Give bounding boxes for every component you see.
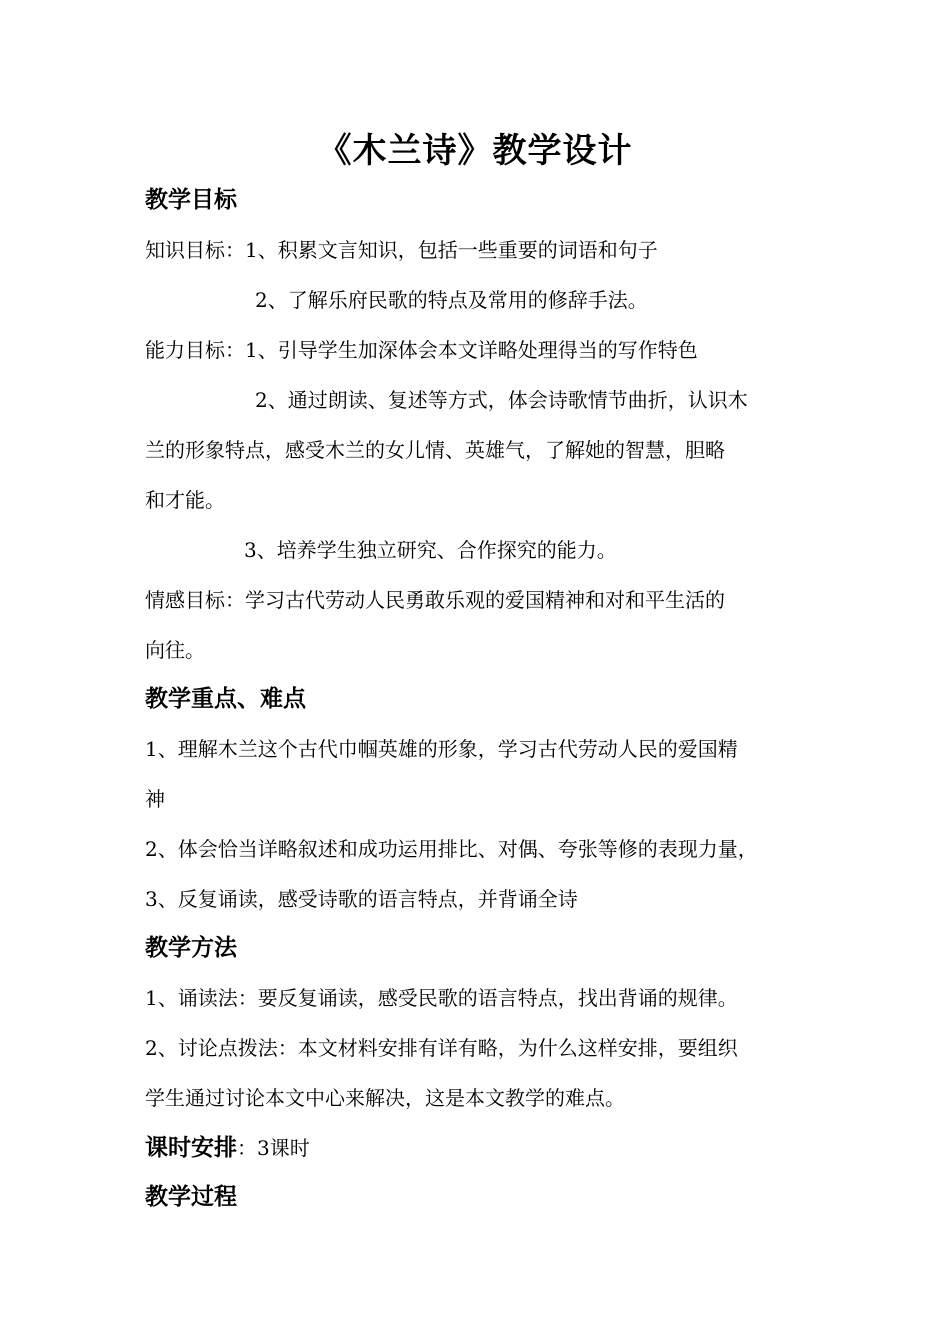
emotion-goal-line1: 情感目标：学习古代劳动人民勇敢乐观的爱国精神和对和平生活的 (145, 588, 725, 612)
heading-teaching-goals: 教学目标 (145, 187, 237, 213)
heading-teaching-methods: 教学方法 (145, 935, 237, 961)
method-2-line1: 2、讨论点拨法：本文材料安排有详有略，为什么这样安排，要组织 (145, 1036, 738, 1060)
heading-key-points: 教学重点、难点 (145, 686, 306, 712)
key-point-1-line1: 1、理解木兰这个古代巾帼英雄的形象，学习古代劳动人民的爱国精 (145, 737, 738, 761)
ability-goal-2-line2: 兰的形象特点，感受木兰的女儿情、英雄气，了解她的智慧，胆略 (145, 438, 725, 462)
ability-goal-3: 3、培养学生独立研究、合作探究的能力。 (244, 538, 617, 562)
key-point-3: 3、反复诵读，感受诗歌的语言特点，并背诵全诗 (145, 887, 578, 911)
method-2-line2: 学生通过讨论本文中心来解决，这是本文教学的难点。 (145, 1086, 625, 1110)
heading-teaching-process: 教学过程 (145, 1184, 237, 1210)
knowledge-goal-2: 2、了解乐府民歌的特点及常用的修辞手法。 (255, 288, 648, 312)
key-point-2: 2、体会恰当详略叙述和成功运用排比、对偶、夸张等修的表现力量， (145, 837, 758, 861)
ability-goal-2-line3: 和才能。 (145, 488, 225, 512)
key-point-1-line2: 神 (145, 787, 165, 811)
schedule-colon: ： (237, 1136, 257, 1160)
schedule-label: 课时安排 (145, 1135, 237, 1161)
ability-goal-2-line1: 2、通过朗读、复述等方式，体会诗歌情节曲折，认识木 (255, 388, 748, 412)
ability-goal-1: 能力目标：1、引导学生加深体会本文详略处理得当的写作特色 (145, 338, 698, 362)
emotion-goal-line2: 向往。 (145, 638, 205, 662)
schedule-value: 3课时 (257, 1136, 310, 1160)
method-1: 1、诵读法：要反复诵读，感受民歌的语言特点，找出背诵的规律。 (145, 986, 738, 1010)
schedule-line (145, 1131, 310, 1165)
knowledge-goal-1: 知识目标：1、积累文言知识，包括一些重要的词语和句子 (145, 238, 658, 262)
document-title: 《木兰诗》教学设计 (317, 131, 633, 171)
